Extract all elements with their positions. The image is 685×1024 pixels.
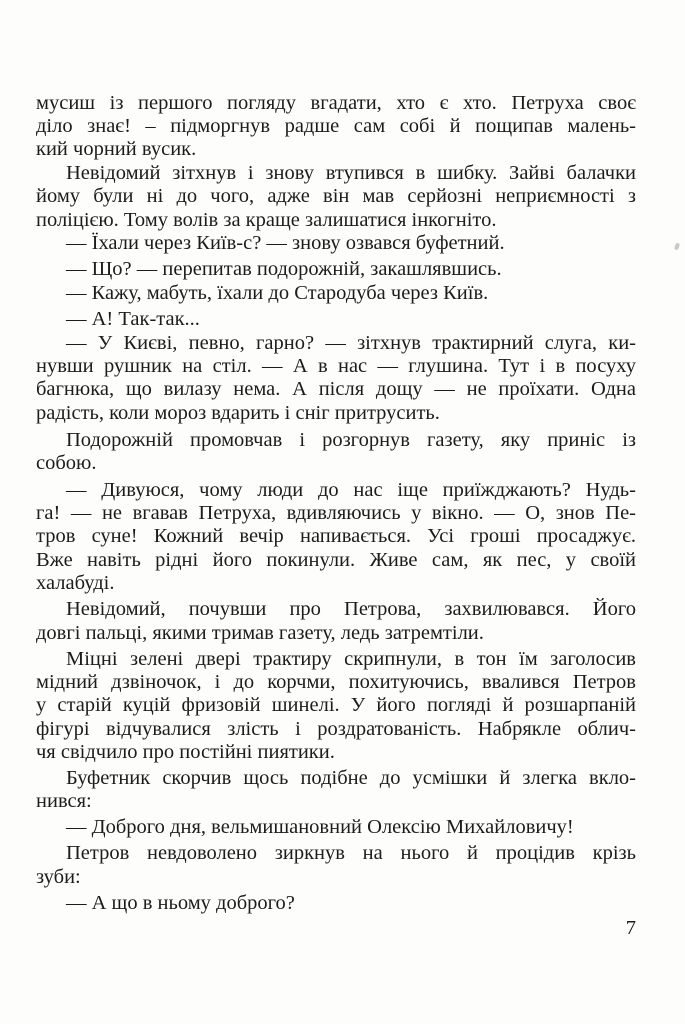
text-line: Подорожній промовчав і розгорнув газету, яку приніс із bbox=[66, 429, 636, 451]
text-line: тров суне! Кожний вечір напивається. Усі гроші просаджує. bbox=[36, 525, 636, 547]
text-line: — А що в ньому доброго? bbox=[66, 892, 295, 914]
text-line: Невідомий, почувши про Петрова, захвилювався. Його bbox=[66, 598, 636, 620]
page-number: 7 bbox=[625, 917, 636, 939]
text-line: — Що? — перепитав подорожній, закашлявшись. bbox=[66, 258, 502, 280]
text-line: Буфетник скорчив щось подібне до усмішки й злегка вкло- bbox=[66, 767, 636, 789]
text-line: Петров невдоволено зиркнув на нього й процідив крізь bbox=[66, 842, 636, 864]
text-line: діло знає! – підморгнув радше сам собі й пощипав малень- bbox=[36, 115, 636, 137]
text-line: Вже навіть рідні його покинули. Живе сам, як пес, у своїй bbox=[36, 549, 636, 571]
text-line: поліцією. Тому волів за краще залишатися інкогніто. bbox=[36, 209, 497, 231]
text-line: — У Києві, певно, гарно? — зітхнув трактирний слуга, ки- bbox=[66, 332, 636, 354]
text-line: — Їхали через Київ-с? — знову озвався буфетний. bbox=[66, 232, 505, 254]
text-line: фігурі відчувалися злість і роздратованість. Набрякле облич- bbox=[36, 718, 636, 740]
text-line: нувши рушник на стіл. — А в нас — глушина. Тут і в посуху bbox=[36, 355, 636, 377]
text-line: радість, коли мороз вдарить і сніг притрусить. bbox=[36, 402, 440, 424]
text-line: мідний дзвіночок, і до корчми, похитуючись, ввалився Петров bbox=[36, 671, 636, 693]
text-line: у старій куцій фризовій шинелі. У його погляді й розшарпаній bbox=[36, 694, 636, 716]
text-line: Міцні зелені двері трактиру скрипнули, в тон їм заголосив bbox=[66, 648, 636, 670]
paper-speck bbox=[674, 243, 680, 251]
text-line: нився: bbox=[36, 790, 92, 812]
text-line: чя свідчило про постійні пиятики. bbox=[36, 741, 335, 763]
text-line: багнюка, що вилазу нема. А після дощу — не проїхати. Одна bbox=[36, 378, 636, 400]
text-line: га! — не вгавав Петруха, вдивляючись у вікно. — О, знов Пе- bbox=[36, 502, 636, 524]
text-line: — Доброго дня, вельмишановний Олексію Михайловичу! bbox=[66, 816, 574, 838]
text-line: мусиш із першого погляду вгадати, хто є хто. Петруха своє bbox=[36, 92, 636, 114]
text-line: йому були ні до чого, адже він мав серйозні неприємності з bbox=[36, 185, 636, 207]
text-line: довгі пальці, якими тримав газету, ледь затремтіли. bbox=[36, 622, 484, 644]
text-line: — Кажу, мабуть, їхали до Стародуба через Київ. bbox=[66, 282, 489, 304]
text-line: халабуді. bbox=[36, 572, 115, 594]
text-line: Невідомий зітхнув і знову втупився в шибку. Зайві балачки bbox=[66, 162, 636, 184]
text-line: — А! Так-так... bbox=[66, 308, 200, 330]
text-line: — Дивуюся, чому люди до нас іще приїжджають? Нудь- bbox=[66, 479, 636, 501]
text-line: собою. bbox=[36, 452, 97, 474]
text-line: зуби: bbox=[36, 866, 81, 888]
text-line: кий чорний вусик. bbox=[36, 138, 197, 160]
